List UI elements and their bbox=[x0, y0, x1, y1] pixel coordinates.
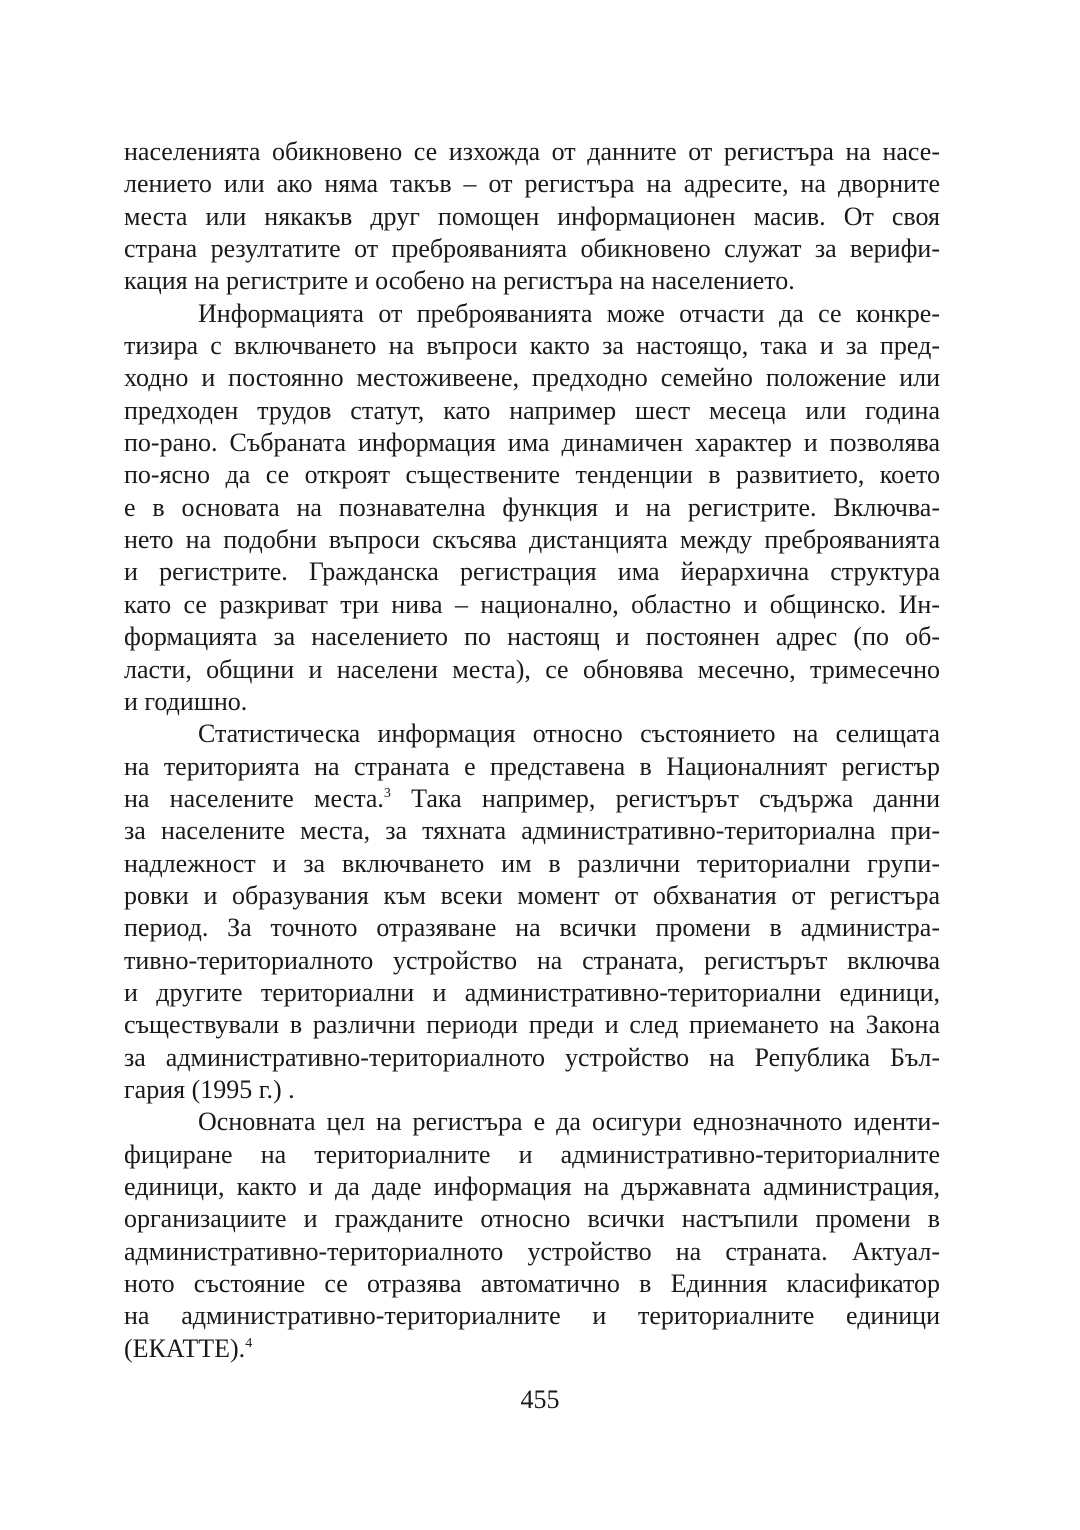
text-line: и другите териториални и административно-териториални единици, bbox=[124, 977, 940, 1007]
text-line: за административно-териториалното устройство на Република Бъл- bbox=[124, 1042, 940, 1072]
text-line: лението или ако няма такъв – от регистъра на адресите, на дворните bbox=[124, 169, 940, 199]
text-line: Основната цел на регистъра е да осигури еднозначното иденти- bbox=[198, 1107, 940, 1137]
text-line: единици, както и да даде информация на държавната администрация, bbox=[124, 1172, 940, 1201]
paragraph-2 bbox=[124, 298, 940, 718]
text-line: кация на регистрите и особено на регистъра на населението. bbox=[124, 266, 795, 296]
text-line: страна резултатите от преброяванията обикновено служат за верифи- bbox=[124, 234, 940, 264]
text-line: Статистическа информация относно състоянието на селищата bbox=[198, 719, 940, 749]
footnote-ref-3[interactable]: 3 bbox=[383, 785, 391, 801]
text-line: формацията за населението по настоящ и постоянен адрес (по об- bbox=[124, 622, 940, 652]
text-line-with-footnote bbox=[124, 783, 940, 815]
text-line: тивно-териториалното устройство на страната, регистърът включва bbox=[124, 945, 940, 975]
paragraph-1 bbox=[124, 136, 940, 298]
text-line: на административно-териториалните и териториалните единици bbox=[124, 1301, 940, 1331]
text-line: и регистрите. Гражданска регистрация има йерархична структура bbox=[124, 557, 940, 587]
text-line: съществували в различни периоди преди и след приемането на Закона bbox=[124, 1010, 940, 1040]
paragraph-4 bbox=[124, 1106, 940, 1365]
text-line: нето на подобни въпроси скъсява дистанцията между преброяванията bbox=[124, 525, 940, 555]
footnote-ref-4[interactable]: 4 bbox=[245, 1335, 253, 1351]
document-body bbox=[124, 136, 940, 1365]
text-line: е в основата на познавателна функция и на регистрите. Включва- bbox=[124, 492, 940, 522]
text-line: надлежност и за включването им в различни териториални групи- bbox=[124, 848, 940, 878]
text-line: гария (1995 г.) . bbox=[124, 1074, 295, 1104]
text-line: организациите и гражданите относно всички настъпили промени в bbox=[124, 1204, 940, 1234]
text-line: за населените места, за тяхната административно-териториална при- bbox=[124, 816, 940, 846]
text-line: ното състояние се отразява автоматично в Единния класификатор bbox=[124, 1269, 940, 1299]
text-line: като се разкриват три нива – национално, областно и общинско. Ин- bbox=[124, 589, 940, 619]
text-line: на територията на страната е представена в Националният регистър bbox=[124, 751, 940, 781]
text-line: период. За точното отразяване на всички промени в администра- bbox=[124, 913, 940, 943]
text-line: фициране на териториалните и административно-териториалните bbox=[124, 1139, 940, 1169]
text-line: места или някакъв друг помощен информационен масив. От своя bbox=[124, 201, 940, 231]
text-line-with-footnote bbox=[124, 1333, 940, 1365]
text-line: ровки и образувания към всеки момент от обхванатия от регистъра bbox=[124, 880, 940, 910]
text-segment: на населените места. bbox=[124, 783, 384, 813]
paragraph-3 bbox=[124, 718, 940, 1106]
text-line: по-рано. Събраната информация има динамичен характер и позволява bbox=[124, 428, 940, 458]
text-line: административно-териториалното устройство на страната. Актуал- bbox=[124, 1236, 940, 1266]
text-line: населенията обикновено се изхожда от данните от регистъра на насе- bbox=[124, 137, 940, 166]
text-line: тизира с включването на въпроси както за настоящо, така и за пред- bbox=[124, 331, 940, 361]
text-line: ласти, общини и населени места), се обновява месечно, тримесечно bbox=[124, 654, 940, 684]
text-segment: Така например, регистърът съдържа данни bbox=[390, 783, 941, 813]
text-segment: (ЕКАТТЕ). bbox=[124, 1333, 246, 1363]
text-line: Информацията от преброяванията може отчасти да се конкре- bbox=[198, 298, 940, 328]
text-line: и годишно. bbox=[124, 686, 248, 716]
page-number: 455 bbox=[520, 1385, 560, 1414]
text-line: ходно и постоянно местоживеене, предходно семейно положение или bbox=[124, 363, 940, 393]
text-line: предходен трудов статут, като например шест месеца или година bbox=[124, 395, 940, 425]
text-line: по-ясно да се откроят съществените тенденции в развитието, което bbox=[124, 460, 940, 490]
